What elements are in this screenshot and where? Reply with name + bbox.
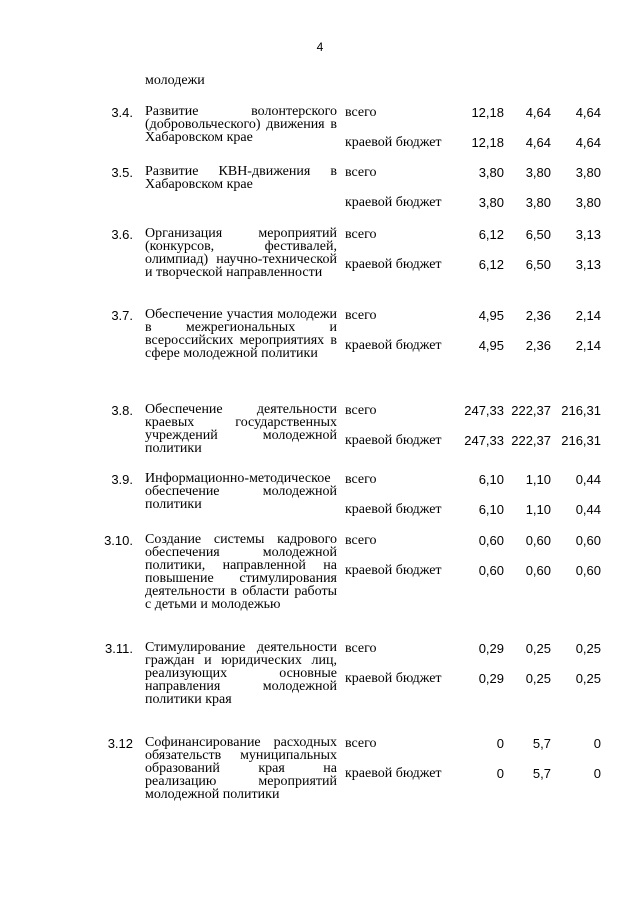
subrow-label: краевой бюджет xyxy=(345,563,442,578)
subrow-label: краевой бюджет xyxy=(345,135,442,150)
value-cell: 3,80 xyxy=(478,195,504,210)
value-cell: 0 xyxy=(593,766,601,781)
value-cell: 6,50 xyxy=(525,257,551,272)
value-cell: 0,25 xyxy=(575,641,601,656)
subrow-label: всего xyxy=(345,308,377,323)
value-cell: 3,80 xyxy=(575,195,601,210)
value-cell: 3,13 xyxy=(575,227,601,242)
value-cell: 4,64 xyxy=(575,105,601,120)
value-cell: 216,31 xyxy=(561,403,601,418)
value-cell: 222,37 xyxy=(511,403,551,418)
row-name: Развитие КВН-движения в Хабаровском крае xyxy=(145,164,337,192)
value-cell: 6,50 xyxy=(525,227,551,242)
subrow-label: всего xyxy=(345,472,377,487)
continuation-text: молодежи xyxy=(145,73,205,88)
row-name: Софинансирование расходных обязательств муниципальных образований края на реализацию мероприятий молодежной политики xyxy=(145,735,337,802)
subrow-label: всего xyxy=(345,403,377,418)
row-number: 3.10. xyxy=(104,533,133,548)
subrow-label: всего xyxy=(345,165,377,180)
subrow-label: всего xyxy=(345,227,377,242)
value-cell: 3,80 xyxy=(575,165,601,180)
value-cell: 247,33 xyxy=(464,403,504,418)
row-number: 3.7. xyxy=(111,308,133,323)
subrow-label: всего xyxy=(345,533,377,548)
subrow-label: краевой бюджет xyxy=(345,433,442,448)
row-number: 3.8. xyxy=(111,403,133,418)
value-cell: 2,14 xyxy=(575,308,601,323)
value-cell: 216,31 xyxy=(561,433,601,448)
subrow-label: краевой бюджет xyxy=(345,502,442,517)
value-cell: 0,60 xyxy=(525,563,551,578)
value-cell: 5,7 xyxy=(532,736,551,751)
value-cell: 2,36 xyxy=(525,308,551,323)
value-cell: 0,25 xyxy=(575,671,601,686)
value-cell: 4,95 xyxy=(478,338,504,353)
row-number: 3.12 xyxy=(107,736,133,751)
subrow-label: краевой бюджет xyxy=(345,338,442,353)
value-cell: 6,12 xyxy=(478,227,504,242)
value-cell: 12,18 xyxy=(471,105,504,120)
value-cell: 0,60 xyxy=(478,563,504,578)
value-cell: 0,25 xyxy=(525,671,551,686)
subrow-label: всего xyxy=(345,641,377,656)
value-cell: 12,18 xyxy=(471,135,504,150)
value-cell: 4,95 xyxy=(478,308,504,323)
subrow-label: всего xyxy=(345,736,377,751)
value-cell: 6,10 xyxy=(478,472,504,487)
row-number: 3.5. xyxy=(111,165,133,180)
row-name: Обеспечение участия молодежи в межрегиональных и всероссийских мероприятиях в сфере молодежной политики xyxy=(145,307,337,361)
value-cell: 5,7 xyxy=(532,766,551,781)
value-cell: 0,44 xyxy=(575,472,601,487)
row-name: Развитие волонтерского (добровольческого) движения в Хабаровском крае xyxy=(145,104,337,145)
row-name: Информационно-методическое обеспечение молодежной политики xyxy=(145,471,337,512)
row-number: 3.9. xyxy=(111,472,133,487)
subrow-label: всего xyxy=(345,105,377,120)
subrow-label: краевой бюджет xyxy=(345,671,442,686)
row-name: Обеспечение деятельности краевых государственных учреждений молодежной политики xyxy=(145,402,337,456)
row-name: Создание системы кадрового обеспечения молодежной политики, направленной на повышение стимулирования деятельности в области работы с детьми и молодежью xyxy=(145,532,337,612)
value-cell: 0,60 xyxy=(525,533,551,548)
row-number: 3.6. xyxy=(111,227,133,242)
row-name: Стимулирование деятельности граждан и юридических лиц, реализующих основные направления молодежной политики края xyxy=(145,640,337,707)
value-cell: 3,80 xyxy=(525,165,551,180)
subrow-label: краевой бюджет xyxy=(345,257,442,272)
value-cell: 0,25 xyxy=(525,641,551,656)
value-cell: 4,64 xyxy=(575,135,601,150)
row-name: Организация мероприятий (конкурсов, фестивалей, олимпиад) научно-технической и творческой направленности xyxy=(145,226,337,280)
value-cell: 2,36 xyxy=(525,338,551,353)
subrow-label: краевой бюджет xyxy=(345,195,442,210)
subrow-label: краевой бюджет xyxy=(345,766,442,781)
value-cell: 0 xyxy=(496,736,504,751)
value-cell: 1,10 xyxy=(525,502,551,517)
value-cell: 6,12 xyxy=(478,257,504,272)
value-cell: 4,64 xyxy=(525,105,551,120)
value-cell: 3,80 xyxy=(525,195,551,210)
value-cell: 1,10 xyxy=(525,472,551,487)
value-cell: 3,13 xyxy=(575,257,601,272)
value-cell: 0 xyxy=(496,766,504,781)
value-cell: 3,80 xyxy=(478,165,504,180)
row-number: 3.11. xyxy=(105,641,133,656)
value-cell: 0,29 xyxy=(478,641,504,656)
value-cell: 222,37 xyxy=(511,433,551,448)
value-cell: 247,33 xyxy=(464,433,504,448)
value-cell: 0,60 xyxy=(478,533,504,548)
value-cell: 0,29 xyxy=(478,671,504,686)
row-number: 3.4. xyxy=(111,105,133,120)
page-number: 4 xyxy=(316,40,324,54)
value-cell: 0,60 xyxy=(575,563,601,578)
value-cell: 0 xyxy=(593,736,601,751)
value-cell: 0,60 xyxy=(575,533,601,548)
value-cell: 4,64 xyxy=(525,135,551,150)
value-cell: 0,44 xyxy=(575,502,601,517)
value-cell: 2,14 xyxy=(575,338,601,353)
value-cell: 6,10 xyxy=(478,502,504,517)
